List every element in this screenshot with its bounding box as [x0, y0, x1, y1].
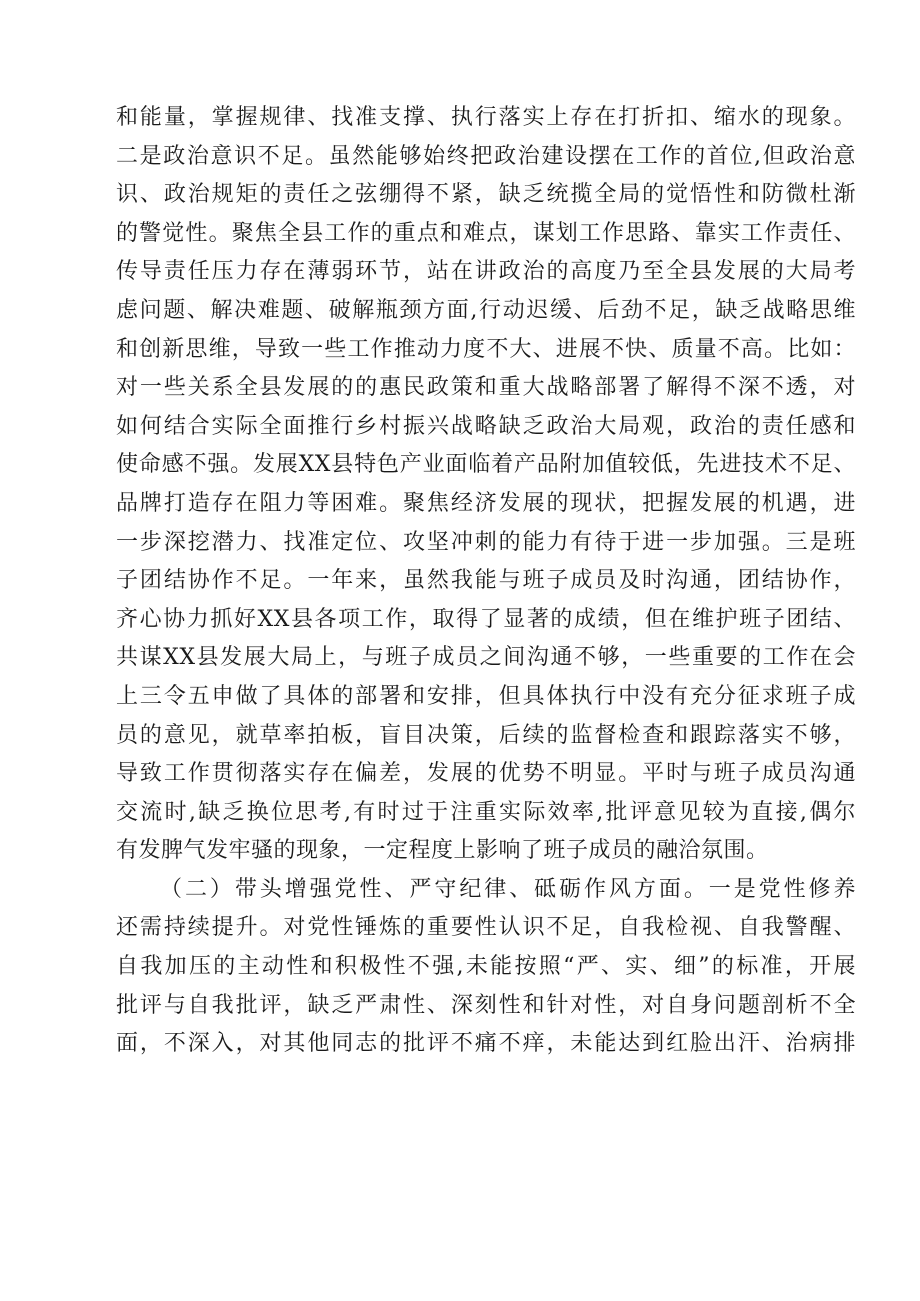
- text-line: 一步深挖潜力、找准定位、攻坚冲刺的能力有待于进一步加强。三是班: [116, 529, 856, 555]
- section-heading-line: （二）带头增强党性、严守纪律、砥砺作风方面。一是党性修养: [160, 876, 856, 902]
- text-line: 传导责任压力存在薄弱环节，站在讲政治的高度乃至全县发展的大局考: [116, 259, 856, 285]
- text-line: 批评与自我批评，缺乏严肃性、深刻性和针对性，对自身问题剖析不全: [116, 992, 856, 1018]
- text-line: 面，不深入，对其他同志的批评不痛不痒，未能达到红脸出汗、治病排: [116, 1031, 856, 1057]
- text-line: 上三令五申做了具体的部署和安排，但具体执行中没有充分征求班子成: [116, 683, 856, 709]
- text-line: 对一些关系全县发展的的惠民政策和重大战略部署了解得不深不透，对: [116, 375, 856, 401]
- paragraph-end-line: 有发脾气发牢骚的现象，一定程度上影响了班子成员的融洽氛围。: [116, 838, 769, 864]
- text-line: 员的意见，就草率拍板，盲目决策，后续的监督检查和跟踪落实不够，: [116, 722, 856, 748]
- document-body: [116, 99, 856, 1064]
- text-line: 还需持续提升。对党性锤炼的重要性认识不足，自我检视、自我警醒、: [116, 915, 856, 941]
- text-line: 子团结协作不足。一年来，虽然我能与班子成员及时沟通，团结协作，: [116, 568, 856, 594]
- text-line: 和创新思维，导致一些工作推动力度不大、进展不快、质量不高。比如：: [116, 336, 856, 362]
- text-line: 共谋XX县发展大局上，与班子成员之间沟通不够，一些重要的工作在会: [116, 645, 856, 671]
- text-line: 如何结合实际全面推行乡村振兴战略缺乏政治大局观，政治的责任感和: [116, 413, 856, 439]
- text-line: 品牌打造存在阻力等困难。聚焦经济发展的现状，把握发展的机遇，进: [116, 490, 856, 516]
- text-line: 虑问题、解决难题、破解瓶颈方面,行动迟缓、后劲不足，缺乏战略思维: [116, 297, 856, 323]
- text-line: 识、政治规矩的责任之弦绷得不紧，缺乏统揽全局的觉悟性和防微杜渐: [116, 182, 856, 208]
- text-line: 使命感不强。发展XX县特色产业面临着产品附加值较低，先进技术不足、: [116, 452, 856, 478]
- text-line: 二是政治意识不足。虽然能够始终把政治建设摆在工作的首位,但政治意: [116, 143, 856, 169]
- text-line: 和能量，掌握规律、找准支撑、执行落实上存在打折扣、缩水的现象。: [116, 105, 856, 130]
- text-line: 自我加压的主动性和积极性不强,未能按照“严、实、细”的标准，开展: [116, 954, 856, 980]
- text-line: 齐心协力抓好XX县各项工作，取得了显著的成绩，但在维护班子团结、: [116, 606, 856, 632]
- text-line: 交流时,缺乏换位思考,有时过于注重实际效率,批评意见较为直接,偶尔: [116, 799, 856, 825]
- text-line: 的警觉性。聚焦全县工作的重点和难点，谋划工作思路、靠实工作责任、: [116, 220, 856, 246]
- text-line: 导致工作贯彻落实存在偏差，发展的优势不明显。平时与班子成员沟通: [116, 761, 856, 787]
